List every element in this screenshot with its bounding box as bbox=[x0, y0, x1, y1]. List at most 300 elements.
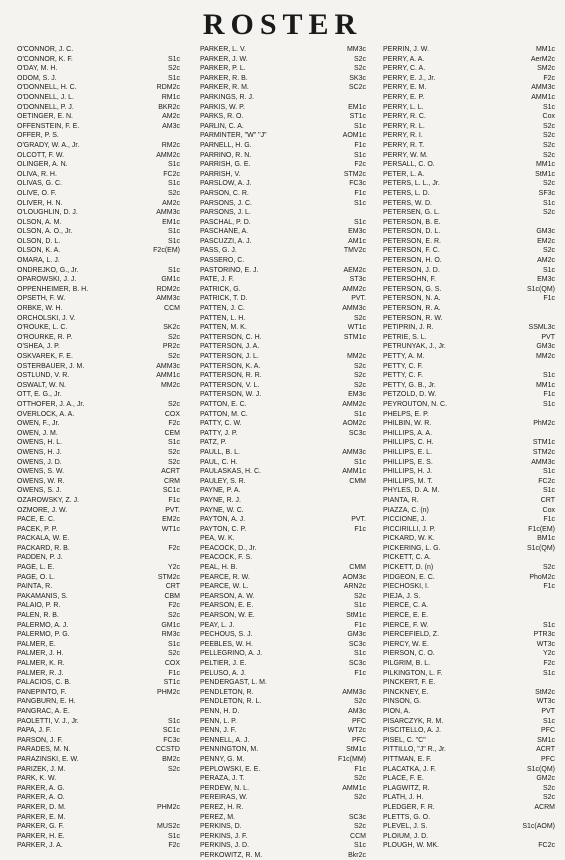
roster-entry bbox=[383, 400, 555, 410]
roster-name: OWENS, J. D. bbox=[17, 458, 62, 466]
roster-name: PAULL, B. L. bbox=[200, 448, 240, 456]
roster-name: PEARSON, E. E. bbox=[200, 602, 254, 610]
roster-entry bbox=[383, 611, 555, 621]
roster-entry bbox=[17, 592, 180, 602]
roster-name: OLINGER, A. N. bbox=[17, 161, 68, 169]
roster-entry bbox=[200, 611, 366, 621]
roster-entry bbox=[17, 323, 180, 333]
roster-rating: GM1c bbox=[161, 621, 180, 629]
roster-name: OSWALT, W. N. bbox=[17, 381, 67, 389]
roster-rating: S2c bbox=[542, 122, 555, 130]
roster-rating: EM2c bbox=[162, 516, 180, 524]
roster-entry bbox=[383, 601, 555, 611]
roster-name: PALMER, E. bbox=[17, 640, 56, 648]
roster-name: PENNY, G. M. bbox=[200, 755, 245, 763]
roster-name: PASSERO, C. bbox=[200, 257, 245, 265]
roster-entry bbox=[200, 534, 366, 544]
roster-rating: STM2c bbox=[157, 573, 180, 581]
roster-name: PICKETT, D. (n) bbox=[383, 564, 434, 572]
roster-entry bbox=[17, 707, 180, 717]
roster-name: PATTERSON, V. L. bbox=[200, 381, 260, 389]
roster-name: PARKER, E. M. bbox=[17, 813, 66, 821]
roster-entry bbox=[200, 112, 366, 122]
roster-name: PENN, H. D. bbox=[200, 707, 240, 715]
roster-rating: AM1c bbox=[348, 237, 366, 245]
roster-name: PETERSON, E. R. bbox=[383, 237, 441, 245]
roster-entry bbox=[17, 314, 180, 324]
roster-rating: WT1c bbox=[161, 525, 180, 533]
roster-name: PAULEY, S. R. bbox=[200, 477, 246, 485]
roster-entry bbox=[17, 160, 180, 170]
roster-name: PATTERSON, K. A. bbox=[200, 362, 261, 370]
roster-name: PATTEN, L. H. bbox=[200, 314, 246, 322]
roster-rating: PHM2c bbox=[157, 688, 180, 696]
roster-name: PIEJA, J. S. bbox=[383, 592, 421, 600]
roster-rating: S1c bbox=[542, 199, 555, 207]
roster-rating: S2c bbox=[353, 794, 366, 802]
roster-entry bbox=[383, 275, 555, 285]
roster-entry bbox=[383, 745, 555, 755]
roster-name: ONDREJKO, G., Jr. bbox=[17, 266, 79, 274]
roster-entry bbox=[200, 64, 366, 74]
roster-rating: EM3c bbox=[537, 276, 555, 284]
roster-entry bbox=[383, 352, 555, 362]
roster-name: PACEK, P. P. bbox=[17, 525, 58, 533]
roster-entry bbox=[383, 678, 555, 688]
roster-entry bbox=[383, 726, 555, 736]
roster-name: PETERSON, B. E. bbox=[383, 218, 441, 226]
roster-entry bbox=[200, 381, 366, 391]
roster-rating bbox=[177, 774, 180, 784]
roster-name: PENNELL, A. J. bbox=[200, 736, 250, 744]
roster-entry bbox=[17, 697, 180, 707]
roster-entry bbox=[383, 141, 555, 151]
roster-entry bbox=[383, 419, 555, 429]
roster-entry bbox=[383, 813, 555, 823]
roster-rating: S1c bbox=[353, 122, 366, 130]
roster-entry bbox=[17, 745, 180, 755]
roster-rating: S1c bbox=[167, 74, 180, 82]
roster-name: PARKER, R. B. bbox=[200, 74, 248, 82]
roster-name: PATZ, P. bbox=[200, 439, 227, 447]
roster-entry bbox=[200, 515, 366, 525]
roster-entry bbox=[383, 83, 555, 93]
roster-name: PERRY, R. C. bbox=[383, 113, 426, 121]
roster-rating: S2c bbox=[353, 823, 366, 831]
roster-entry bbox=[383, 486, 555, 496]
roster-name: PETRIE, S. L. bbox=[383, 333, 427, 341]
roster-name: PIDGEON, E. C. bbox=[383, 573, 435, 581]
roster-entry bbox=[17, 688, 180, 698]
roster-entry bbox=[200, 131, 366, 141]
roster-name: PEREIRAS, W. bbox=[200, 794, 248, 802]
roster-entry bbox=[17, 813, 180, 823]
roster-name: PICCIRILLI, J. P. bbox=[383, 525, 436, 533]
roster-name: PENN, L. P. bbox=[200, 717, 237, 725]
roster-name: PETERSON, N. A. bbox=[383, 295, 441, 303]
roster-name: PERRY, L. L. bbox=[383, 103, 424, 111]
roster-name: PARSONS, J. L. bbox=[200, 209, 251, 217]
roster-rating bbox=[177, 793, 180, 803]
roster-entry bbox=[383, 467, 555, 477]
roster-rating: SSML3c bbox=[528, 324, 555, 332]
roster-name: PENDERGAST, L. M. bbox=[200, 679, 267, 687]
roster-rating: AOM2c bbox=[342, 420, 366, 428]
roster-rating: SK3c bbox=[349, 74, 366, 82]
roster-name: PHELPS, E. P. bbox=[383, 410, 429, 418]
roster-name: PALAIO, P. R. bbox=[17, 602, 61, 610]
roster-entry bbox=[17, 333, 180, 343]
roster-rating: RM1c bbox=[161, 93, 180, 101]
roster-rating: S1c bbox=[167, 832, 180, 840]
roster-entry bbox=[200, 544, 366, 554]
roster-name: PIERCE, C. A. bbox=[383, 602, 429, 610]
roster-rating: PhoM2c bbox=[529, 573, 555, 581]
roster-name: PAYTON, C. P. bbox=[200, 525, 247, 533]
roster-name: PETTY, A. M. bbox=[383, 353, 425, 360]
roster-name: PETRUNYAK, J., Jr. bbox=[383, 343, 446, 351]
roster-name: PINCKNEY, E. bbox=[383, 688, 429, 696]
roster-entry bbox=[17, 506, 180, 516]
roster-name: PLEDGER, F. R. bbox=[383, 803, 435, 811]
roster-name: PETER, L. A. bbox=[383, 170, 425, 178]
roster-entry bbox=[200, 256, 366, 266]
roster-name: OZMORE, J. W. bbox=[17, 506, 68, 514]
roster-rating: S2c bbox=[353, 362, 366, 370]
roster-name: PAGE, L. E. bbox=[17, 564, 55, 572]
roster-name: PECHOUS, S. J. bbox=[200, 631, 253, 639]
roster-entry bbox=[383, 717, 555, 727]
roster-name: PETZOLD, D. W. bbox=[383, 391, 437, 399]
roster-rating: AMM3c bbox=[156, 209, 180, 217]
roster-entry bbox=[17, 438, 180, 448]
roster-rating bbox=[177, 534, 180, 544]
roster-name: PETERSEN, G. L. bbox=[383, 209, 440, 217]
roster-rating: STM1c bbox=[343, 333, 366, 341]
roster-name: PHYLES, D. A. M. bbox=[383, 487, 440, 495]
roster-rating: AMM1c bbox=[156, 372, 180, 380]
roster-rating bbox=[177, 45, 180, 55]
roster-name: PASTORINO, E. J. bbox=[200, 266, 259, 274]
roster-name: PARK, K. W. bbox=[17, 775, 57, 783]
roster-rating bbox=[552, 218, 555, 228]
roster-name: PERRY, W. M. bbox=[383, 151, 428, 159]
roster-name: PARKER, J. W. bbox=[200, 55, 248, 63]
roster-rating: S2c bbox=[167, 65, 180, 73]
roster-rating: PFC bbox=[541, 755, 555, 763]
roster-rating: F1c bbox=[354, 189, 366, 197]
roster-rating: ACRT bbox=[536, 746, 555, 754]
roster-rating: SM2c bbox=[537, 65, 555, 73]
roster-entry bbox=[17, 726, 180, 736]
roster-rating bbox=[363, 544, 366, 554]
roster-entry bbox=[200, 438, 366, 448]
roster-rating bbox=[552, 304, 555, 314]
roster-rating: F1c bbox=[543, 516, 555, 524]
roster-name: OTT, E. G., Jr. bbox=[17, 391, 62, 399]
roster-name: O'GRADY, W. A., Jr. bbox=[17, 141, 80, 149]
roster-entry bbox=[200, 669, 366, 679]
roster-rating: StM1c bbox=[346, 746, 366, 754]
roster-entry bbox=[200, 563, 366, 573]
roster-rating bbox=[552, 429, 555, 439]
roster-entry bbox=[17, 784, 180, 794]
roster-name: PACKARD, R. B. bbox=[17, 544, 70, 552]
roster-rating: Bkr2c bbox=[348, 851, 366, 859]
roster-entry bbox=[383, 390, 555, 400]
roster-entry bbox=[383, 285, 555, 295]
roster-name: PACE, E. C. bbox=[17, 516, 55, 524]
roster-entry bbox=[200, 45, 366, 55]
roster-name: PLEVEL, J. S. bbox=[383, 823, 428, 831]
roster-entry bbox=[383, 429, 555, 439]
roster-rating: AOM3c bbox=[342, 573, 366, 581]
roster-rating: AOM1c bbox=[342, 132, 366, 140]
roster-name: PARIZEK, J. M. bbox=[17, 765, 66, 773]
roster-entry bbox=[200, 851, 366, 860]
roster-entry bbox=[200, 525, 366, 535]
roster-entry bbox=[200, 793, 366, 803]
roster-entry bbox=[383, 362, 555, 372]
roster-rating: S1c(QM) bbox=[527, 285, 555, 293]
roster-rating bbox=[552, 314, 555, 324]
roster-entry bbox=[17, 342, 180, 352]
roster-entry bbox=[383, 342, 555, 352]
roster-name: OVERLOCK, A. A. bbox=[17, 410, 75, 418]
roster-entry bbox=[200, 448, 366, 458]
roster-entry bbox=[200, 304, 366, 314]
roster-rating: CRM bbox=[164, 477, 180, 485]
roster-name: PEREZ, M. bbox=[200, 813, 236, 821]
roster-name: PANGBURN, E. H. bbox=[17, 698, 76, 706]
roster-name: PAPA, J. F. bbox=[17, 727, 52, 735]
roster-rating: SC3c bbox=[348, 429, 366, 437]
roster-rating: FC2c bbox=[538, 477, 555, 485]
roster-name: PALMER, R. J. bbox=[17, 669, 64, 677]
roster-rating bbox=[552, 592, 555, 602]
roster-rating: SF3c bbox=[538, 189, 555, 197]
roster-name: PELLEGRINO, A. J. bbox=[200, 650, 263, 658]
roster-rating: RM2c bbox=[161, 141, 180, 149]
roster-name: PENN, J. F. bbox=[200, 727, 237, 735]
roster-name: PIERCY, W. E. bbox=[383, 640, 429, 648]
roster-rating: S1c bbox=[353, 410, 366, 418]
roster-rating: S1c(QM) bbox=[527, 765, 555, 773]
roster-name: PHILLIPS, M. T. bbox=[383, 477, 433, 485]
roster-rating: S1c bbox=[167, 180, 180, 188]
roster-rating: S1c bbox=[167, 439, 180, 447]
roster-rating: ACRT bbox=[161, 468, 180, 476]
roster-name: PEA, W. K. bbox=[200, 535, 235, 543]
roster-name: PHILLIPS, E. L. bbox=[383, 448, 433, 456]
roster-name: PASCHANE, A. bbox=[200, 228, 249, 236]
roster-name: PARSLOW, A. J. bbox=[200, 180, 252, 188]
roster-name: PETIPRIN, J. R. bbox=[383, 324, 434, 332]
roster-rating: S1c bbox=[167, 717, 180, 725]
roster-name: PIAZZA, C. (n) bbox=[383, 506, 429, 514]
roster-rating: AerM2c bbox=[530, 55, 555, 63]
roster-name: PEREZ, H. R. bbox=[200, 803, 244, 811]
roster-rating: STM2c bbox=[343, 170, 366, 178]
roster-rating: COX bbox=[164, 660, 180, 667]
roster-rating: S1c bbox=[167, 161, 180, 169]
roster-entry bbox=[17, 103, 180, 113]
roster-rating: FC3c bbox=[349, 180, 366, 188]
roster-entry bbox=[17, 151, 180, 161]
roster-name: PERRY, E. J., Jr. bbox=[383, 74, 436, 82]
roster-name: OLSON, K. A. bbox=[17, 247, 61, 255]
roster-entry bbox=[383, 525, 555, 535]
roster-name: OPSETH, F. W. bbox=[17, 295, 66, 303]
roster-entry bbox=[383, 755, 555, 765]
roster-entry bbox=[17, 170, 180, 180]
roster-entry bbox=[200, 246, 366, 256]
roster-rating: S1c bbox=[353, 151, 366, 159]
roster-rating bbox=[552, 553, 555, 563]
roster-name: OSKVAREK, F. E. bbox=[17, 353, 73, 360]
roster-entry bbox=[200, 630, 366, 640]
roster-name: OPPENHEIMER, B. H. bbox=[17, 285, 89, 293]
roster-name: OLCOTT, F. W. bbox=[17, 151, 65, 159]
roster-entry bbox=[17, 371, 180, 381]
roster-name: PITTILLO, "J" R., Jr. bbox=[383, 746, 446, 754]
roster-rating: S2c bbox=[542, 180, 555, 188]
roster-name: PARKER, R. M. bbox=[200, 84, 249, 92]
roster-entry bbox=[383, 803, 555, 813]
roster-rating: EM3c bbox=[348, 228, 366, 236]
roster-entry bbox=[200, 592, 366, 602]
roster-rating: ST1c bbox=[349, 113, 366, 121]
roster-entry bbox=[200, 208, 366, 218]
roster-rating bbox=[177, 697, 180, 707]
roster-entry bbox=[383, 74, 555, 84]
roster-rating: SC3c bbox=[348, 640, 366, 648]
roster-name: O'DONNELL, H. C. bbox=[17, 84, 77, 92]
roster-entry bbox=[383, 582, 555, 592]
roster-name: PERDEW, N. L. bbox=[200, 784, 250, 792]
roster-entry bbox=[200, 371, 366, 381]
roster-rating: AMM3c bbox=[531, 458, 555, 466]
roster-entry bbox=[383, 573, 555, 583]
roster-rating: S1c bbox=[542, 266, 555, 274]
roster-name: PENDLETON, R. L. bbox=[200, 698, 262, 706]
roster-entry bbox=[17, 630, 180, 640]
roster-name: PARLIN, C. A. bbox=[200, 122, 244, 130]
roster-rating: PFC bbox=[352, 717, 366, 725]
roster-name: PEARSON, A. W. bbox=[200, 592, 255, 600]
roster-rating bbox=[177, 256, 180, 266]
roster-entry bbox=[200, 55, 366, 65]
roster-rating bbox=[363, 208, 366, 218]
roster-name: PERRY, R. I. bbox=[383, 132, 423, 140]
roster-rating: S1c bbox=[542, 669, 555, 677]
roster-name: PENNINGTON, M. bbox=[200, 746, 259, 754]
roster-name: PEARCE, W. L. bbox=[200, 583, 249, 591]
roster-rating: GM3c bbox=[536, 228, 555, 236]
roster-rating bbox=[363, 803, 366, 813]
roster-rating: GM3c bbox=[536, 343, 555, 351]
roster-rating bbox=[363, 553, 366, 563]
roster-name: O'CONNOR, K. F. bbox=[17, 55, 73, 63]
roster-rating: AMM3c bbox=[156, 295, 180, 303]
roster-name: PARRISH, V. bbox=[200, 170, 241, 178]
roster-name: OETINGER, E. N. bbox=[17, 113, 74, 121]
roster-name: O'DONNELL, J. L. bbox=[17, 93, 74, 101]
roster-rating: S2c bbox=[542, 784, 555, 792]
roster-entry bbox=[200, 717, 366, 727]
roster-name: OWENS, W. R. bbox=[17, 477, 65, 485]
roster-entry bbox=[383, 640, 555, 650]
roster-name: PARMINTER, "W" "J" bbox=[200, 132, 267, 140]
roster-rating: S2c bbox=[353, 592, 366, 600]
roster-rating: CCM bbox=[350, 832, 366, 840]
roster-name: PALERMO, P. G. bbox=[17, 631, 70, 639]
roster-entry bbox=[383, 592, 555, 602]
roster-name: PARAZINSKI, E. W. bbox=[17, 755, 79, 763]
roster-entry bbox=[200, 553, 366, 563]
roster-name: PLAGWITZ, R. bbox=[383, 784, 430, 792]
roster-name: PATTY, J. P. bbox=[200, 429, 238, 437]
roster-name: PLACE, F. E. bbox=[383, 775, 424, 783]
roster-entry bbox=[17, 458, 180, 468]
roster-name: ODOM, S. J. bbox=[17, 74, 57, 82]
roster-rating: ST3c bbox=[349, 276, 366, 284]
roster-entry bbox=[383, 832, 555, 842]
roster-rating: ST1c bbox=[163, 679, 180, 687]
roster-name: PATTY, C. W. bbox=[200, 420, 242, 428]
roster-entry bbox=[17, 448, 180, 458]
roster-entry bbox=[17, 803, 180, 813]
roster-entry bbox=[17, 774, 180, 784]
roster-name: PELUSO, A. J. bbox=[200, 669, 246, 677]
roster-entry bbox=[200, 83, 366, 93]
roster-name: O'SHEA, J. P. bbox=[17, 343, 60, 351]
roster-rating bbox=[177, 314, 180, 324]
roster-entry bbox=[200, 678, 366, 688]
roster-rating: CMM bbox=[349, 477, 366, 485]
roster-entry bbox=[200, 573, 366, 583]
roster-rating: F1c bbox=[543, 391, 555, 399]
roster-entry bbox=[200, 496, 366, 506]
roster-rating: AMM3c bbox=[342, 305, 366, 313]
roster-rating: PVT bbox=[541, 333, 555, 341]
roster-entry bbox=[200, 659, 366, 669]
roster-entry bbox=[200, 832, 366, 842]
roster-entry bbox=[200, 74, 366, 84]
roster-name: PARKER, G. F. bbox=[17, 823, 64, 831]
roster-name: PARKINGS, R. J. bbox=[200, 93, 254, 101]
roster-rating bbox=[177, 131, 180, 141]
roster-entry bbox=[383, 218, 555, 228]
roster-name: PILKINGTON, L. F. bbox=[383, 669, 443, 677]
roster-name: PARKER, H. E. bbox=[17, 832, 65, 840]
roster-name: PEYROUTON, N. C. bbox=[383, 400, 448, 408]
roster-rating: S2c bbox=[542, 132, 555, 140]
roster-name: PATTEN, J. C. bbox=[200, 305, 245, 313]
roster-entry bbox=[17, 141, 180, 151]
roster-rating: S2c bbox=[167, 448, 180, 456]
roster-entry bbox=[200, 410, 366, 420]
roster-rating: ARN2c bbox=[343, 583, 366, 591]
roster-rating: MM1c bbox=[535, 46, 555, 53]
roster-name: PETERSON, D. L. bbox=[383, 228, 441, 236]
roster-entry bbox=[17, 352, 180, 362]
roster-name: PAYNE, P. A. bbox=[200, 487, 241, 495]
roster-entry bbox=[17, 553, 180, 563]
roster-entry bbox=[200, 688, 366, 698]
roster-name: OPAROWSKI, J. J. bbox=[17, 276, 77, 284]
roster-name: PIECHOSKI, I. bbox=[383, 583, 429, 591]
